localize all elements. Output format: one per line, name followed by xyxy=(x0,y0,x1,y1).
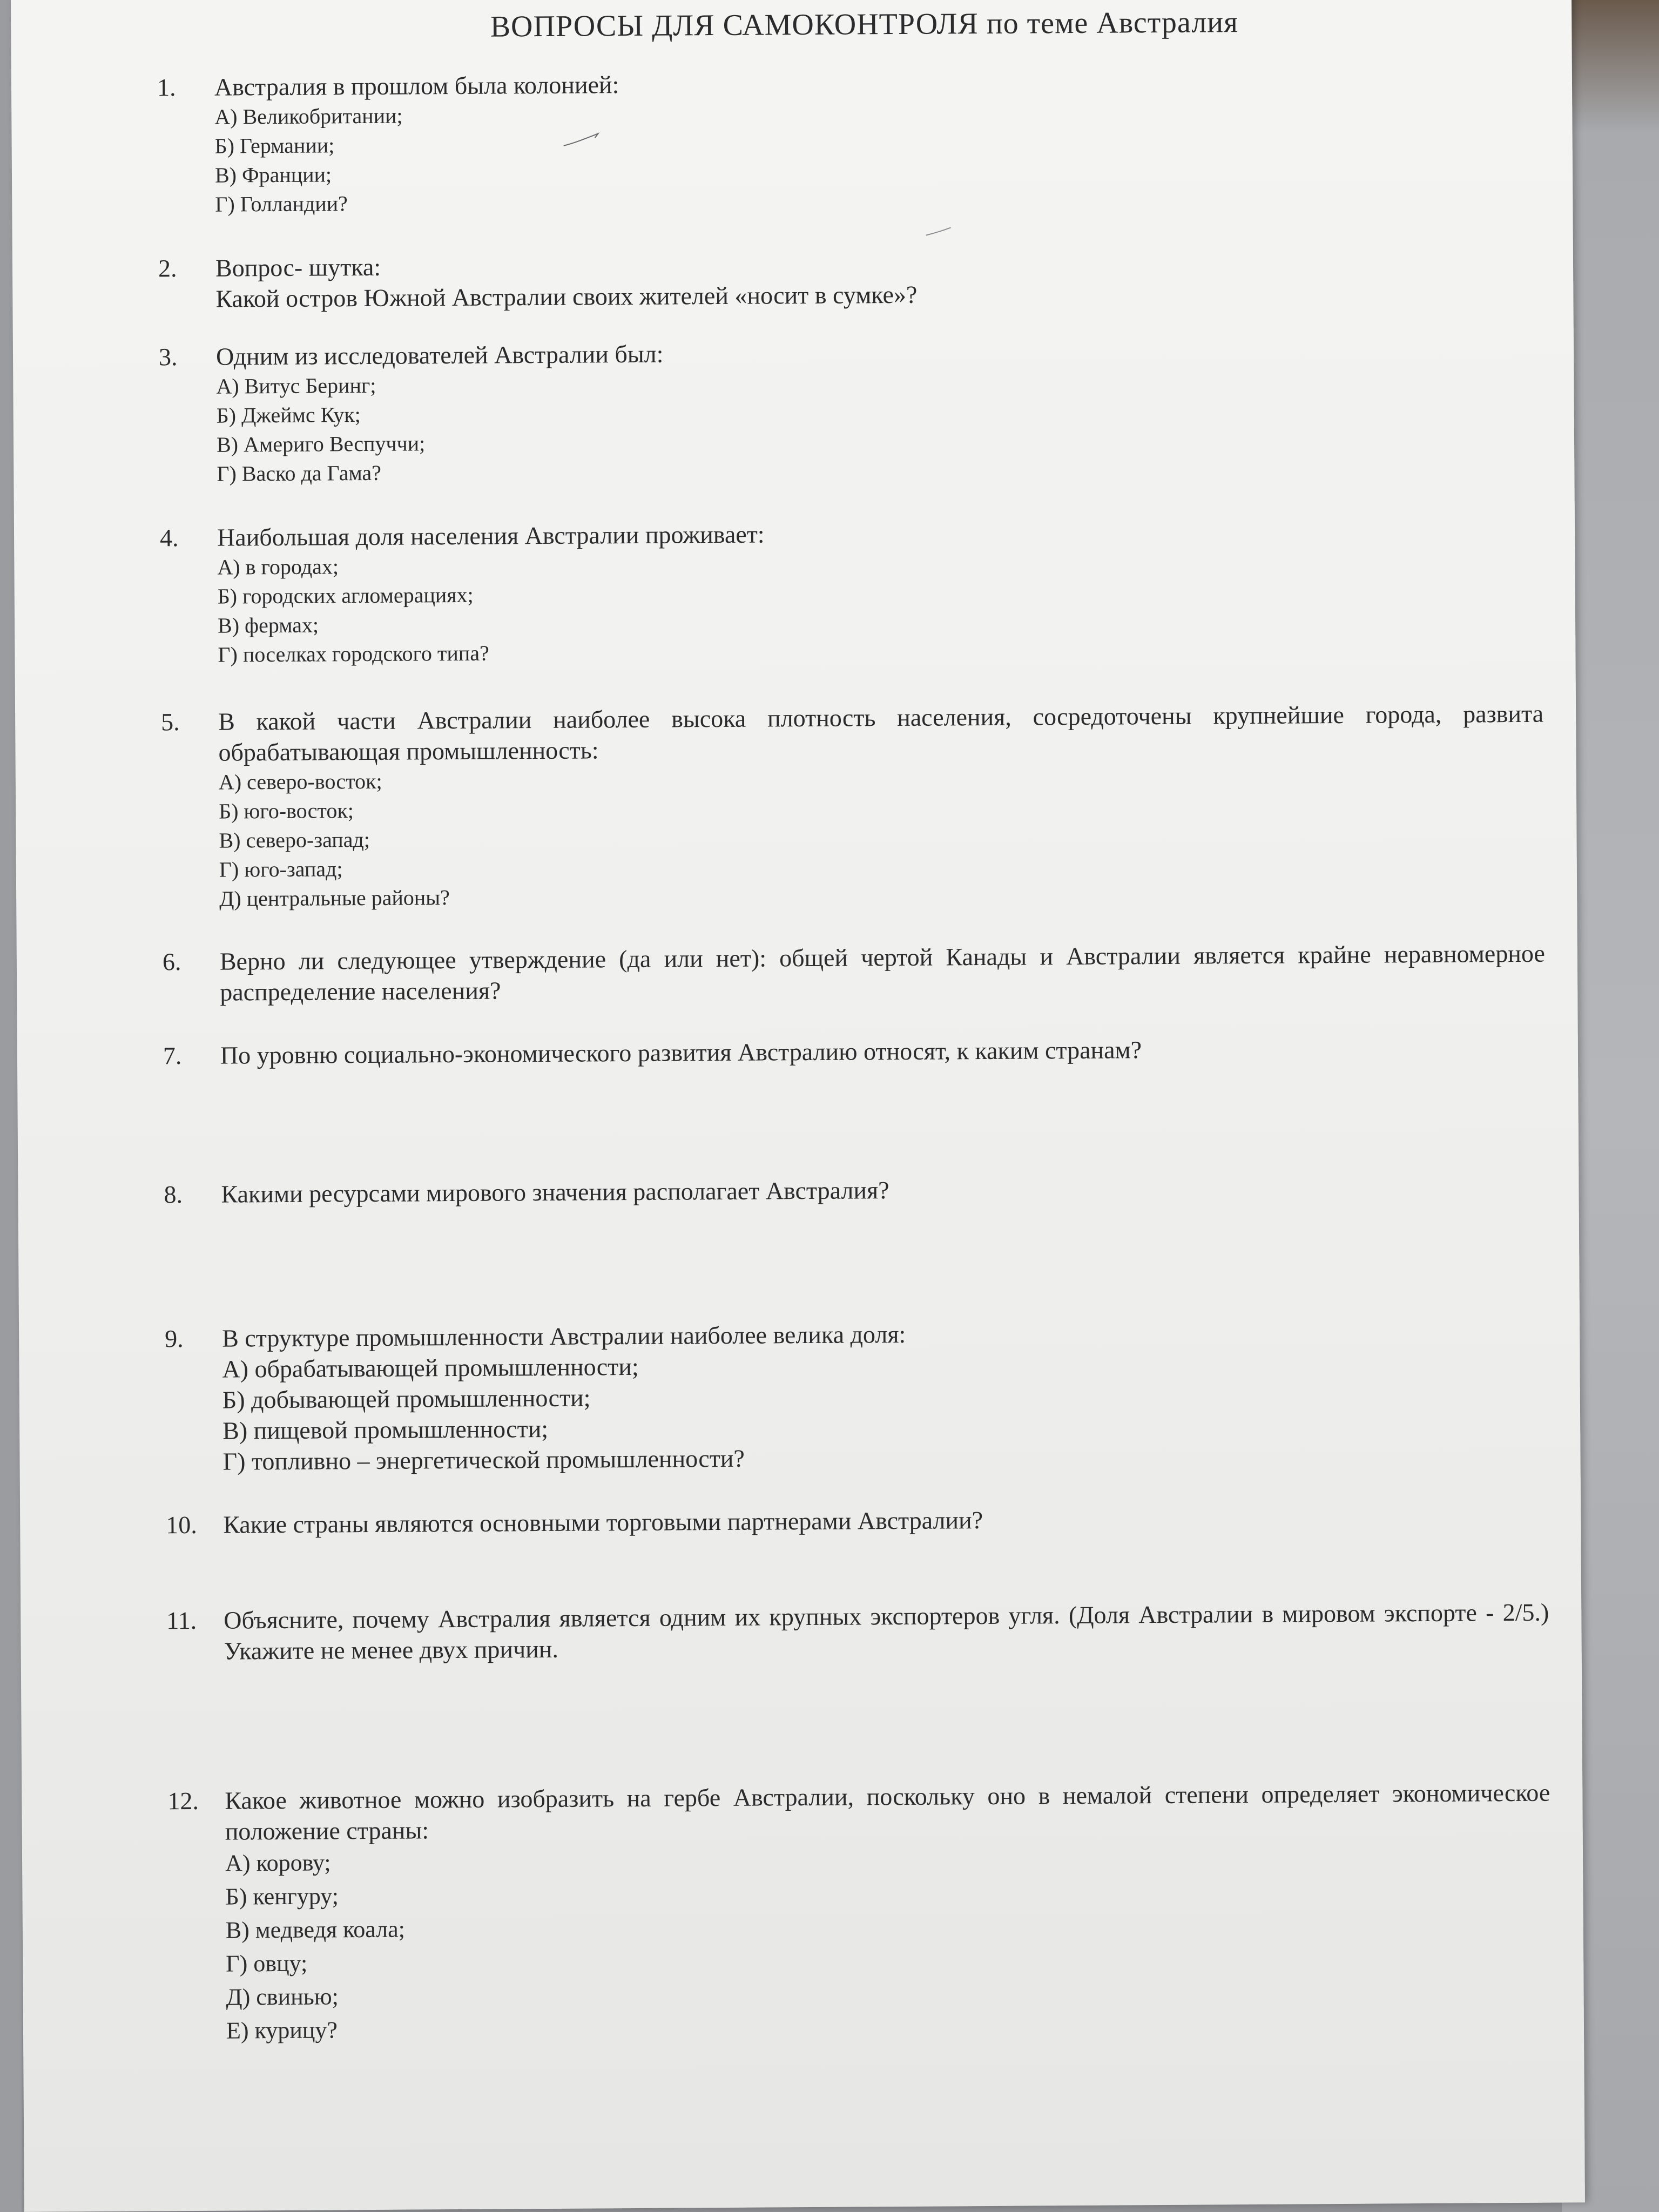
question-text-second-line: Какой остров Южной Австралии своих жителей «носит в сумке»? xyxy=(215,280,918,313)
question-text: В структуре промышленности Австралии наиболее велика доля: xyxy=(221,1320,906,1352)
answer-option: А) обрабатывающей промышленности; xyxy=(222,1352,639,1383)
answer-option: Д) центральные районы? xyxy=(219,885,450,911)
question-8 xyxy=(164,1171,1546,1210)
worksheet-content xyxy=(157,0,1552,2048)
answer-option: Б) городских агломерациях; xyxy=(217,582,474,609)
question-text: Какое животное можно изобразить на гербе Австралии, поскольку оно в немалой степени определяет экономическое положение страны: xyxy=(225,1778,1550,1845)
answer-option: Б) добывающей промышленности; xyxy=(222,1384,591,1414)
question-number: 8. xyxy=(164,1181,183,1209)
answer-option: Г) овцу; xyxy=(226,1950,308,1977)
answer-option: В) медведя коала; xyxy=(225,1916,406,1944)
question-12 xyxy=(167,1777,1552,2048)
answer-option: А) северо-восток; xyxy=(218,768,382,794)
answer-option: Б) юго-восток; xyxy=(219,798,354,824)
answer-options xyxy=(219,760,1545,914)
question-number: 3. xyxy=(158,343,178,371)
question-number: 7. xyxy=(163,1042,182,1070)
answer-option: Б) Джеймс Кук; xyxy=(216,402,361,428)
question-text: Объясните, почему Австралия является одним их крупных экспортеров угля. (Доля Австралии в мировом экспорте - 2/5.) Укажите не менее двух причин. xyxy=(224,1598,1549,1665)
question-5 xyxy=(161,698,1545,914)
answer-option: В) Америго Веспуччи; xyxy=(216,431,426,457)
question-text: Верно ли следующее утверждение (да или нет): общей чертой Канады и Австралии является крайне неравномерное распределение населения? xyxy=(219,939,1545,1006)
answer-option: Г) юго-запад; xyxy=(219,857,343,882)
question-number: 4. xyxy=(159,524,179,552)
question-text: В какой части Австралии наиболее высока плотность населения, сосредоточены крупнейшие города, развита обрабатывающая промышленность: xyxy=(218,699,1544,766)
question-text: Вопрос- шутка: xyxy=(215,253,381,282)
answer-option: А) корову; xyxy=(225,1849,331,1877)
answer-option: А) в городах; xyxy=(217,554,339,579)
answer-option: В) северо-запад; xyxy=(219,827,370,853)
question-9 xyxy=(165,1315,1548,1478)
question-text: По уровню социально-экономического развития Австралию относят, к каким странам? xyxy=(220,1036,1142,1069)
question-number: 12. xyxy=(167,1786,199,1815)
question-2 xyxy=(158,245,1541,315)
question-1 xyxy=(157,64,1541,220)
answer-options xyxy=(225,1839,1552,2048)
question-number: 10. xyxy=(166,1510,197,1539)
answer-option: В) Франции; xyxy=(214,162,332,187)
answer-options xyxy=(217,545,1543,670)
question-number: 2. xyxy=(158,254,177,282)
answer-option: В) пищевой промышленности; xyxy=(222,1414,549,1445)
answer-option: Е) курицу? xyxy=(226,2017,338,2044)
answer-option: Б) кенгуру; xyxy=(225,1883,339,1910)
answer-options xyxy=(214,95,1540,219)
question-11 xyxy=(166,1597,1549,1667)
question-number: 9. xyxy=(164,1325,184,1353)
answer-option: В) фермах; xyxy=(217,612,319,638)
question-number: 6. xyxy=(162,948,181,976)
answer-option: Г) топливно – энергетической промышленности? xyxy=(222,1444,745,1475)
answer-options xyxy=(216,364,1542,489)
question-4 xyxy=(160,514,1543,670)
paper-sheet xyxy=(11,0,1585,2212)
answer-option: А) Витус Беринг; xyxy=(216,373,376,399)
question-text: Одним из исследователей Австралии был: xyxy=(215,340,664,370)
question-3 xyxy=(159,333,1542,489)
question-number: 1. xyxy=(157,73,176,102)
question-text: Австралия в прошлом была колонией: xyxy=(214,71,619,101)
answer-option: Д) свинью; xyxy=(226,1983,339,2011)
answer-option: Г) Голландии? xyxy=(215,191,348,217)
answer-option: Г) поселках городского типа? xyxy=(218,640,489,667)
page-title: ВОПРОСЫ ДЛЯ САМОКОНТРОЛЯ по теме Австралия xyxy=(490,5,1239,44)
question-text: Какими ресурсами мирового значения располагает Австралия? xyxy=(221,1176,889,1208)
answer-option: А) Великобритании; xyxy=(214,103,403,129)
question-number: 5. xyxy=(161,708,180,736)
answer-options xyxy=(222,1346,1548,1477)
question-number: 11. xyxy=(166,1606,197,1635)
question-7 xyxy=(163,1032,1546,1071)
question-text: Наибольшая доля населения Австралии проживает: xyxy=(217,520,765,551)
question-text: Какие страны являются основными торговыми партнерами Австралии? xyxy=(223,1506,983,1539)
question-10 xyxy=(166,1501,1548,1541)
question-6 xyxy=(163,938,1546,1008)
answer-option: Б) Германии; xyxy=(214,133,335,158)
answer-option: Г) Васко да Гама? xyxy=(217,460,382,486)
